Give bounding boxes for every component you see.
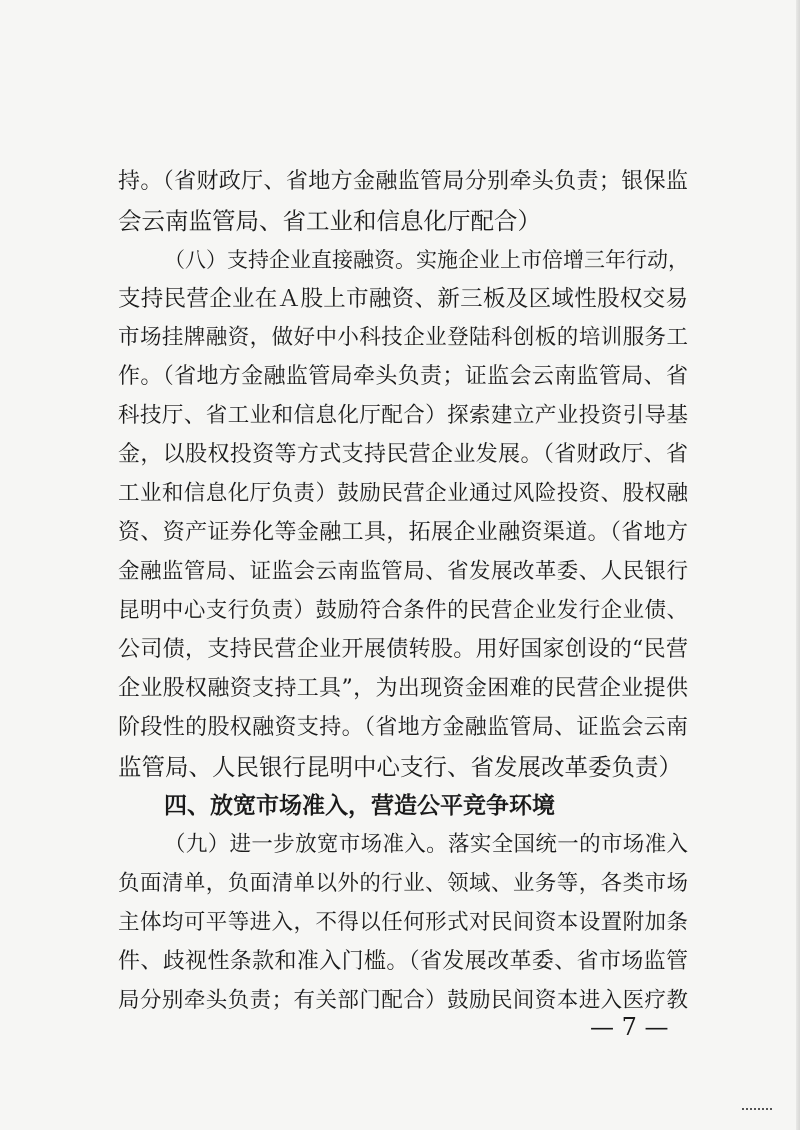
body-line-6: 作。（省地方金融监管局牵头负责；证监会云南监管局、省	[118, 364, 688, 389]
body-line-2: 会云南监管局、省工业和信息化厅配合）	[118, 207, 541, 235]
scan-edge	[796, 0, 800, 1130]
body-line-16: 监管局、人民银行昆明中心支行、省发展改革委负责）	[118, 753, 682, 781]
body-line-9: 工业和信息化厅负责）鼓励民营企业通过风险投资、股权融	[118, 481, 688, 506]
body-line-3: （八）支持企业直接融资。实施企业上市倍增三年行动，	[164, 248, 689, 272]
body-line-11: 金融监管局、证监会云南监管局、省发展改革委、人民银行	[118, 559, 688, 584]
page-number: — 7 —	[590, 1013, 669, 1041]
body-line-4: 支持民营企业在Ａ股上市融资、新三板及区域性股权交易	[118, 286, 688, 312]
body-line-1: 持。（省财政厅、省地方金融监管局分别牵头负责；银保监	[118, 169, 688, 194]
body-line-17: （九）进一步放宽市场准入。落实全国统一的市场准入	[164, 832, 688, 857]
body-line-18: 负面清单，负面清单以外的行业、领域、业务等，各类市场	[118, 871, 688, 896]
body-line-15: 阶段性的股权融资支持。（省地方金融监管局、证监会云南	[118, 715, 688, 740]
body-line-8: 金，以股权投资等方式支持民营企业发展。（省财政厅、省	[118, 442, 688, 467]
body-line-19: 主体均可平等进入，不得以任何形式对民间资本设置附加条	[118, 910, 688, 935]
body-line-21: 局分别牵头负责；有关部门配合）鼓励民间资本进入医疗教	[118, 988, 688, 1013]
body-line-10: 资、资产证券化等金融工具，拓展企业融资渠道。（省地方	[118, 520, 688, 545]
body-line-20: 件、歧视性条款和准入门槛。（省发展改革委、省市场监管	[118, 949, 688, 974]
body-line-12: 昆明中心支行负责）鼓励符合条件的民营企业发行企业债、	[118, 598, 688, 623]
body-line-13: 公司债，支持民营企业开展债转股。用好国家创设的“民营	[118, 637, 688, 662]
section-heading: 四、放宽市场准入，营造公平竞争环境	[164, 793, 555, 819]
body-line-14: 企业股权融资支持工具”，为出现资金困难的民营企业提供	[118, 676, 688, 701]
body-line-7: 科技厅、省工业和信息化厅配合）探索建立产业投资引导基	[118, 403, 688, 428]
scan-corner-mark	[742, 1108, 772, 1114]
body-line-5: 市场挂牌融资，做好中小科技企业登陆科创板的培训服务工	[118, 325, 688, 350]
